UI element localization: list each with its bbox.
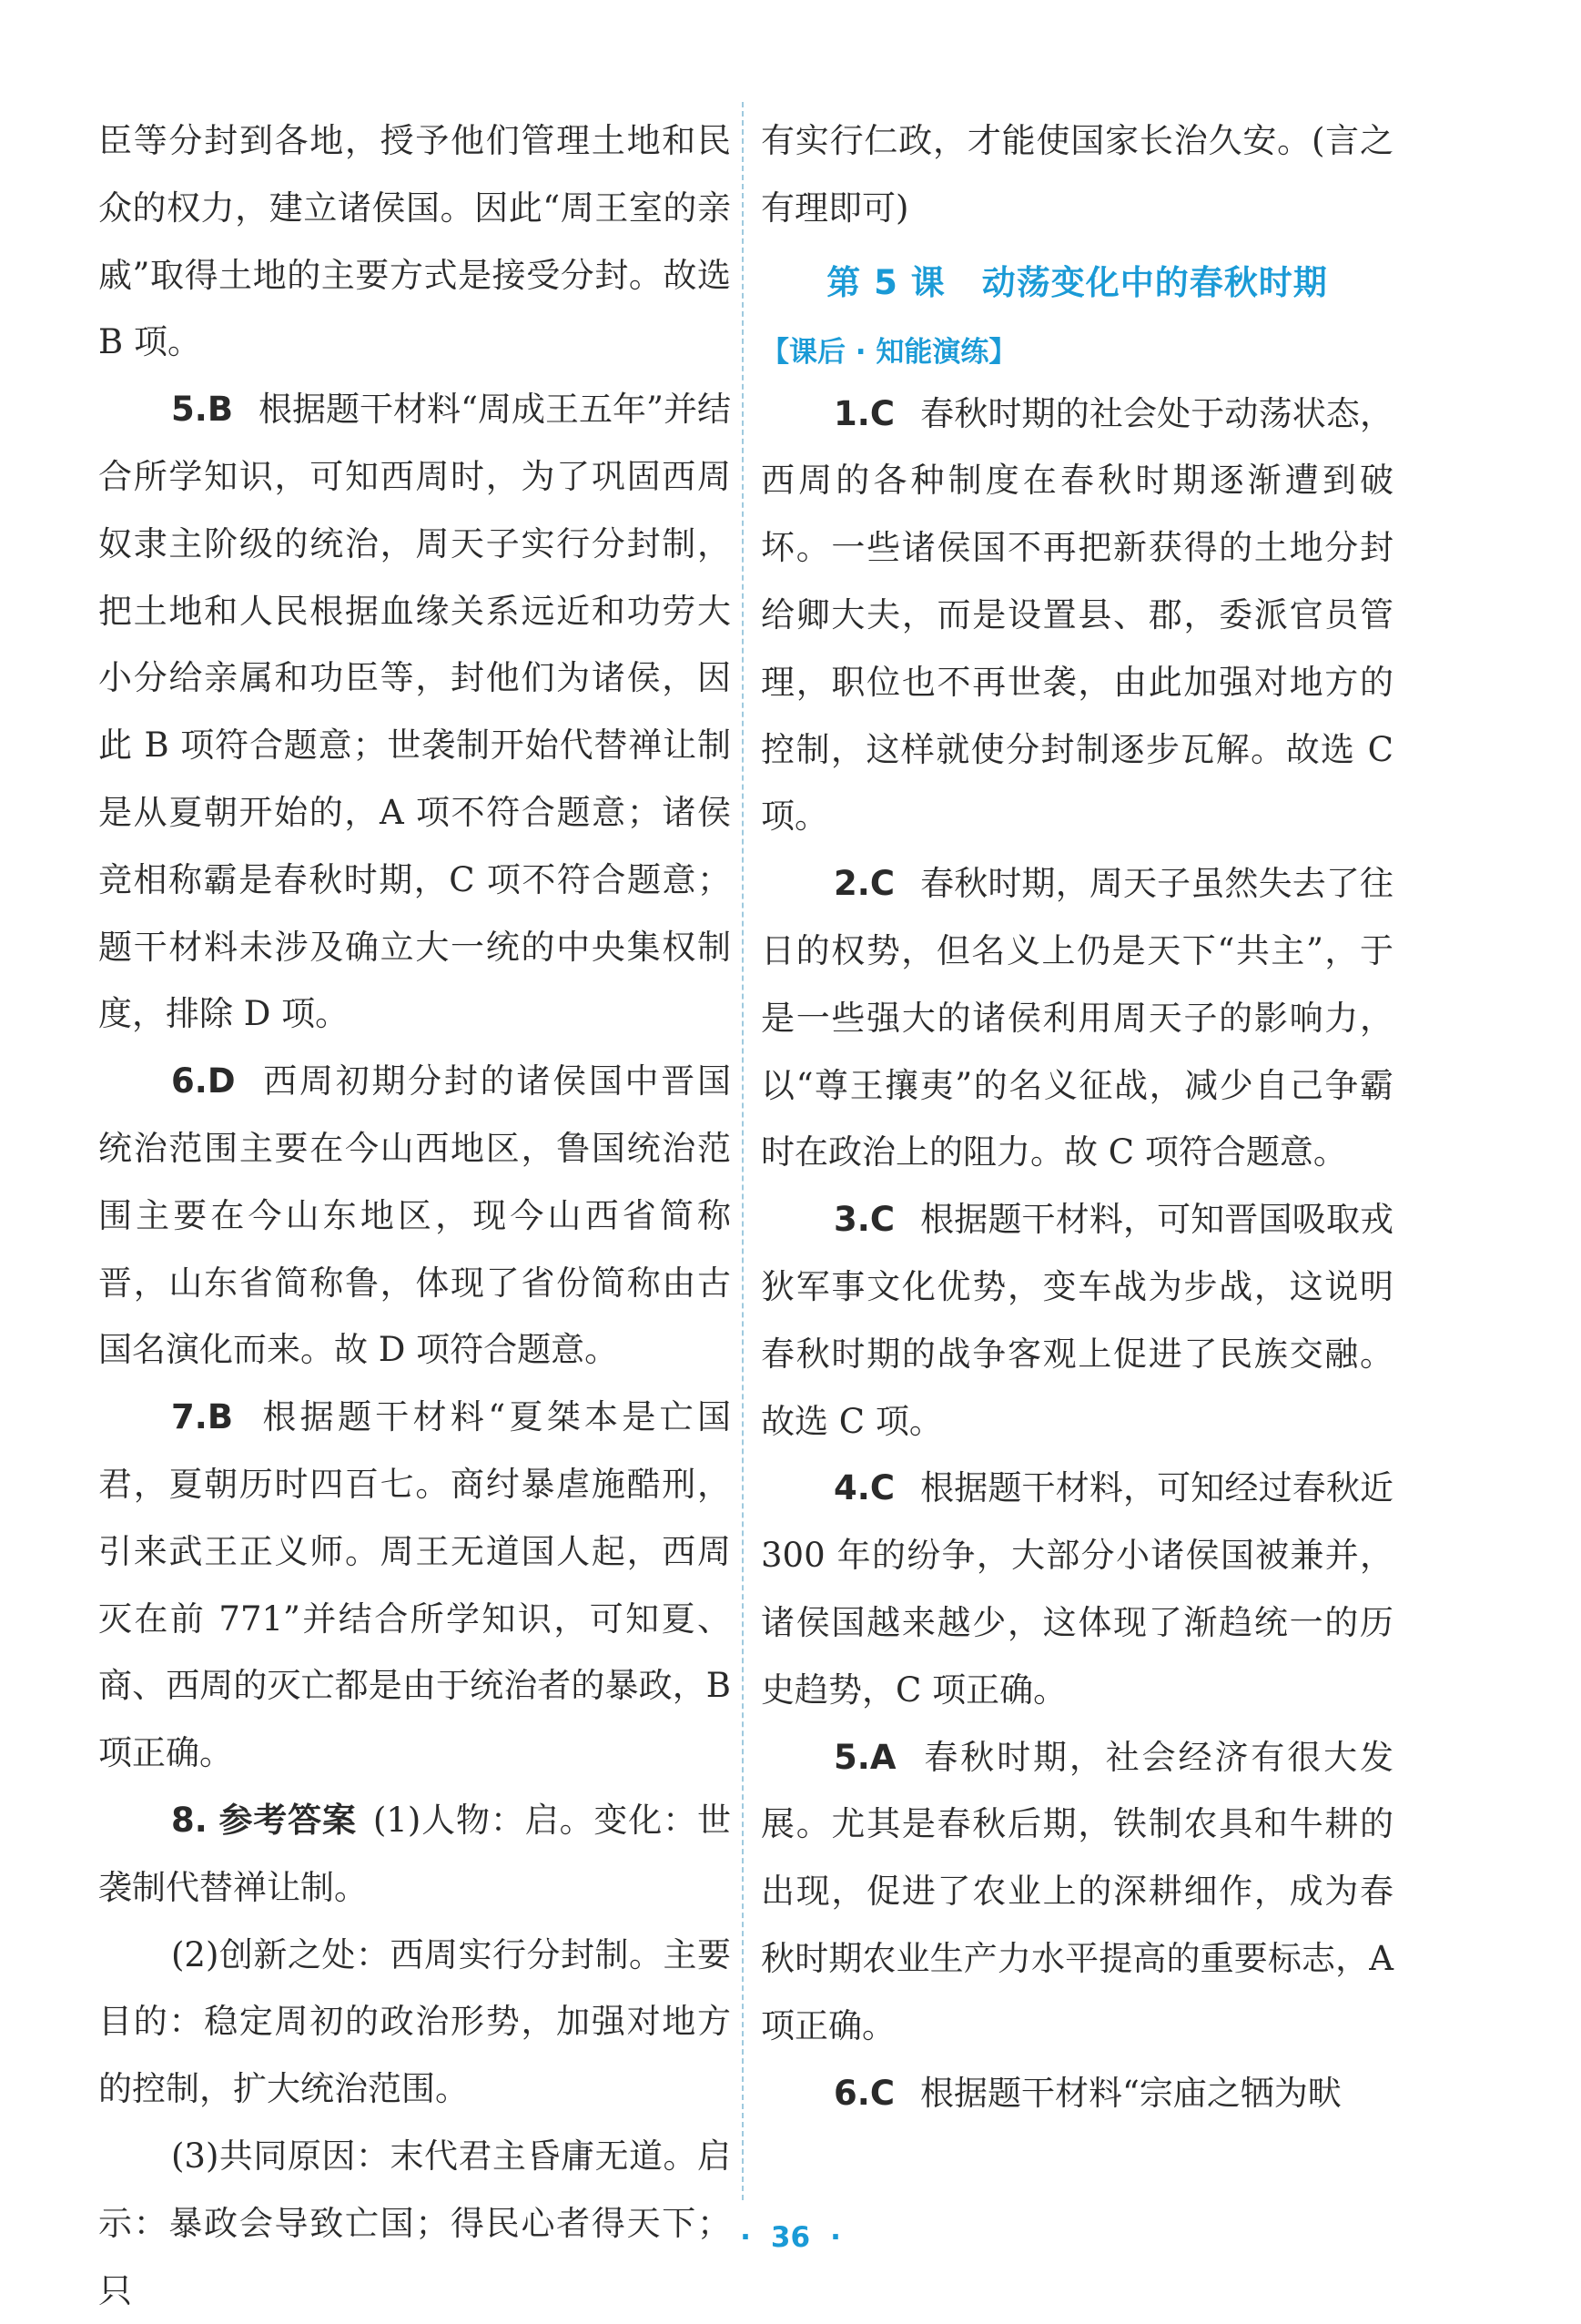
answer-item-2 [761,850,1394,1186]
answer-choice: C [869,1200,895,1240]
answer-part-1: (1)人物：启。变化：世袭制代替禅让制。 [98,1800,731,1907]
answer-explanation: 西周初期分封的诸侯国中晋国统治范围主要在今山西地区，鲁国统治范围主要在今山东地区，现今山西省简称晋，山东省简称鲁，体现了省份简称由古国名演化而来。故 D 项符合题意。 [98,1061,731,1370]
bullet-dot-icon: · [740,2221,751,2254]
question-number: 5. [834,1737,870,1777]
answer-explanation: 春秋时期的社会处于动荡状态，西周的各种制度在春秋时期逐渐遭到破坏。一些诸侯国不再把新获得的土地分封给卿大夫，而是设置县、郡，委派官员管理，职位也不再世袭，由此加强对地方的控制，这样就使分封制逐步瓦解。故选 C 项。 [761,393,1394,837]
answer-item-4 [761,1455,1394,1723]
answer-choice: C [869,393,895,433]
question-number: 6. [171,1061,208,1101]
continued-paragraph: 有实行仁政，才能使国家长治久安。(言之有理即可) [761,121,1394,228]
answer-explanation: 根据题干材料“夏桀本是亡国君，夏朝历时四百七。商纣暴虐施酷刑，引来武王正义师。周王无道国人起，西周灭在前 771”并结合所学知识，可知夏、商、西周的灭亡都是由于统治者的暴政，B 项正确。 [98,1397,731,1773]
answer-choice: B [207,1397,234,1437]
question-number: 1. [834,393,870,433]
answer-explanation: 春秋时期，周天子虽然失去了往日的权势，但名义上仍是天下“共主”，于是一些强大的诸侯利用周天子的影响力，以“尊王攘夷”的名义征战，减少自己争霸时在政治上的阻力。故 C 项符合题意。 [761,864,1394,1172]
answer-item-3 [761,1186,1394,1455]
question-number: 8. [171,1800,208,1840]
answer-item-5 [761,1724,1394,2060]
page-number [0,2221,1581,2254]
reference-answer-label: 参考答案 [218,1800,357,1840]
continued-paragraph: 臣等分封到各地，授予他们管理土地和民众的权力，建立诸侯国。因此“周王室的亲戚”取得土地的主要方式是接受分封。故选 B 项。 [98,121,731,362]
column-divider [742,102,744,2200]
page-number-value: 36 [770,2221,811,2254]
question-number: 4. [834,1468,870,1508]
answer-choice: A [869,1737,897,1777]
lesson-name: 动荡变化中的春秋时期 [981,262,1328,302]
answer-explanation: 根据题干材料“宗庙之牺为畎 [919,2073,1342,2113]
question-number: 5. [171,390,208,430]
lesson-number: 第 5 课 [826,262,946,302]
answer-choice: C [869,864,895,904]
question-number: 7. [171,1397,208,1437]
answer-choice: D [207,1061,236,1101]
answer-explanation: 根据题干材料“周成王五年”并结合所学知识，可知西周时，为了巩固西周奴隶主阶级的统治，周天子实行分封制，把土地和人民根据血缘关系远近和功劳大小分给亲属和功臣等，封他们为诸侯，因此 B 项符合题意；世袭制开始代替禅让制是从夏朝开始的，A 项不符合题意；诸侯竞相称霸是春秋时期，C 项不符合题意；题干材料未涉及确立大一统的中央集权制度，排除 D 项。 [98,390,731,1034]
section-tag: 【课后 · 知能演练】 [761,335,1018,369]
answer-explanation: 春秋时期，社会经济有很大发展。尤其是春秋后期，铁制农具和牛耕的出现，促进了农业上的深耕细作，成为春秋时期农业生产力水平提高的重要标志，A 项正确。 [761,1737,1394,2045]
answer-choice: C [869,2073,895,2113]
answer-explanation: 根据题干材料，可知经过春秋近 300 年的纷争，大部分小诸侯国被兼并，诸侯国越来越少，这体现了渐趋统一的历史趋势，C 项正确。 [761,1468,1394,1710]
answer-choice: B [207,390,234,430]
answer-explanation: 根据题干材料，可知晋国吸取戎狄军事文化优势，变车战为步战，这说明春秋时期的战争客观上促进了民族交融。故选 C 项。 [761,1200,1394,1441]
question-number: 2. [834,864,870,904]
answer-item-8 [98,1787,731,1922]
answer-item-6 [98,1048,731,1384]
answer-item-7 [98,1384,731,1787]
right-column [761,107,1394,2126]
answer-item-5 [98,376,731,1048]
answer-choice: C [869,1468,895,1508]
answer-item-1 [761,381,1394,851]
bullet-dot-icon: · [830,2221,841,2254]
question-number: 6. [834,2073,870,2113]
answer-item-6 [761,2060,1394,2127]
answer-part-3: (3)共同原因：末代君主昏庸无道。启示：暴政会导致亡国；得民心者得天下；只 [98,2136,731,2310]
lesson-title [761,242,1394,324]
answer-part-2: (2)创新之处：西周实行分封制。主要目的：稳定周初的政治形势，加强对地方的控制，扩大统治范围。 [98,1934,731,2109]
left-column [98,107,731,2324]
question-number: 3. [834,1200,870,1240]
